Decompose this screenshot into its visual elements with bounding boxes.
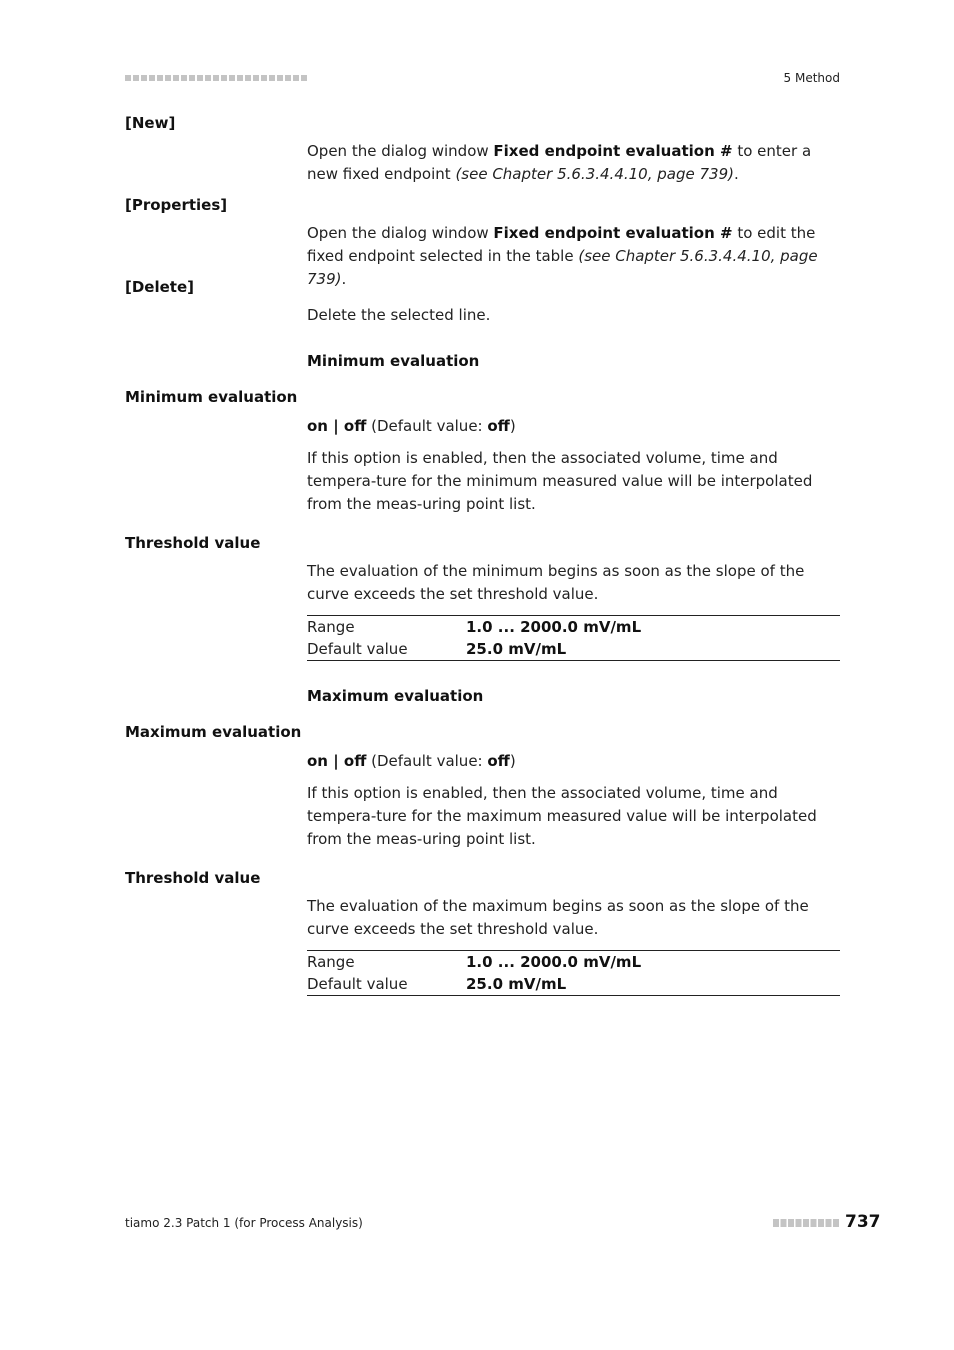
- chapter-reference[interactable]: (see Chapter 5.6.3.4.4.10, page 739): [307, 247, 818, 288]
- page-number: 737: [845, 1212, 881, 1232]
- minimum-param-term: Minimum evaluation: [125, 388, 298, 406]
- table-key: Range: [307, 953, 355, 971]
- new-description: Open the dialog window Fixed endpoint evaluation # to enter a new fixed endpoint (see Chapter 5.6.3.4.4.10, page 739).: [307, 142, 812, 183]
- table-row: [307, 973, 840, 995]
- maximum-description: If this option is enabled, then the associated volume, time and tempera-ture for the maximum measured value will be interpolated from the meas-uring point list.: [307, 784, 817, 848]
- table-row: [307, 638, 840, 660]
- minimum-description: If this option is enabled, then the associated volume, time and tempera-ture for the minimum measured value will be interpolated from the meas-uring point list.: [307, 449, 813, 513]
- dialog-name: Fixed endpoint evaluation #: [493, 224, 733, 242]
- minimum-subheading: Minimum evaluation: [307, 352, 480, 370]
- maximum-subheading: Maximum evaluation: [307, 687, 484, 705]
- properties-description: Open the dialog window Fixed endpoint evaluation # to edit the fixed endpoint selected in the table (see Chapter 5.6.3.4.4.10, page 739).: [307, 224, 818, 288]
- maximum-threshold-table: [307, 950, 840, 996]
- table-row: [307, 951, 840, 973]
- table-value: 25.0 mV/mL: [466, 975, 567, 993]
- table-key: Default value: [307, 640, 408, 658]
- maximum-threshold-description: The evaluation of the maximum begins as soon as the slope of the curve exceeds the set threshold value.: [307, 897, 809, 938]
- maximum-param-term: Maximum evaluation: [125, 723, 302, 741]
- footer-product: tiamo 2.3 Patch 1 (for Process Analysis): [125, 1216, 363, 1230]
- table-value: 25.0 mV/mL: [466, 640, 567, 658]
- minimum-options: on | off (Default value: off): [307, 417, 516, 435]
- chapter-reference[interactable]: (see Chapter 5.6.3.4.4.10, page 739): [455, 165, 734, 183]
- delete-term: [Delete]: [125, 278, 194, 296]
- header-decoration: [125, 73, 309, 83]
- header-section-title: 5 Method: [783, 71, 840, 85]
- table-value: 1.0 ... 2000.0 mV/mL: [466, 618, 642, 636]
- minimum-threshold-description: The evaluation of the minimum begins as soon as the slope of the curve exceeds the set threshold value.: [307, 562, 805, 603]
- dialog-name: Fixed endpoint evaluation #: [493, 142, 733, 160]
- table-row: [307, 616, 840, 638]
- maximum-options: on | off (Default value: off): [307, 752, 516, 770]
- table-value: 1.0 ... 2000.0 mV/mL: [466, 953, 642, 971]
- new-term: [New]: [125, 114, 176, 132]
- table-key: Range: [307, 618, 355, 636]
- properties-term: [Properties]: [125, 196, 228, 214]
- footer-decoration: [773, 1219, 839, 1227]
- maximum-threshold-term: Threshold value: [125, 869, 261, 887]
- minimum-threshold-table: [307, 615, 840, 661]
- delete-description: Delete the selected line.: [307, 306, 491, 324]
- minimum-threshold-term: Threshold value: [125, 534, 261, 552]
- table-key: Default value: [307, 975, 408, 993]
